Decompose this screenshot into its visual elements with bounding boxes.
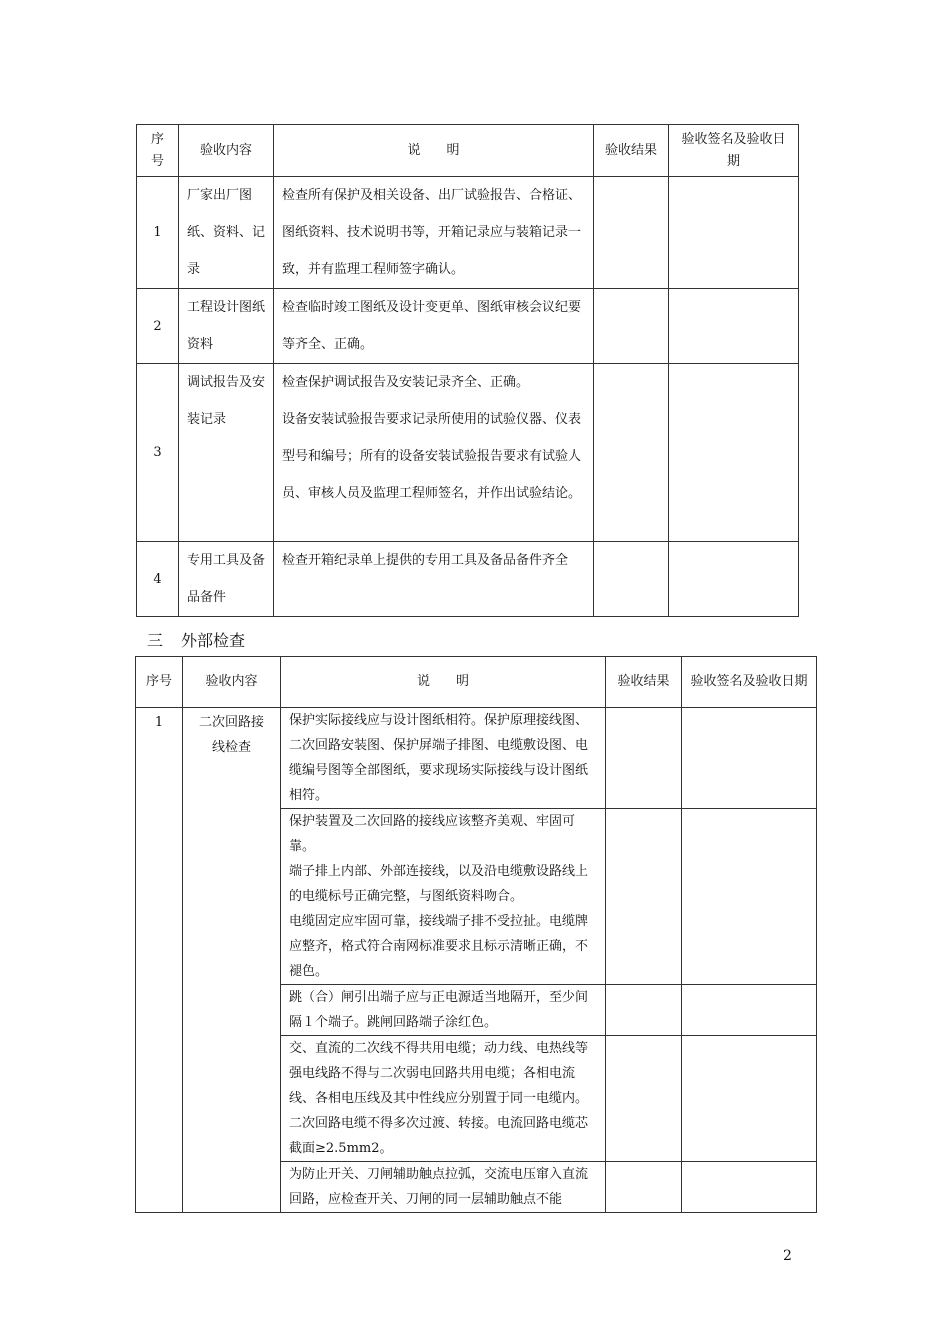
row-result — [594, 364, 669, 542]
row-seq: 3 — [137, 364, 179, 542]
row-seq: 4 — [137, 542, 179, 617]
row-result — [606, 708, 682, 809]
desc-line: 检查保护调试报告及安装记录齐全、正确。 — [282, 375, 530, 390]
header-sign: 验收签名及验收日期 — [682, 657, 817, 708]
row-content: 厂家出厂图纸、资料、记录 — [179, 177, 274, 289]
desc-line: 端子排上内部、外部连接线，以及沿电缆敷设路线上的电缆标号正确完整，与图纸资料吻合。 — [289, 864, 589, 904]
row-desc: 检查所有保护及相关设备、出厂试验报告、合格证、图纸资料、技术说明书等，开箱记录应与装箱记录一致，并有监理工程师签字确认。 — [274, 177, 594, 289]
row-content: 工程设计图纸资料 — [179, 289, 274, 364]
table-header-row — [137, 125, 799, 177]
header-result: 验收结果 — [606, 657, 682, 708]
group-seq: 1 — [136, 708, 183, 1213]
row-sign — [669, 289, 799, 364]
row-desc: 检查临时竣工图纸及设计变更单、图纸审核会议纪要等齐全、正确。 — [274, 289, 594, 364]
desc-line: 电缆固定应牢固可靠，接线端子排不受拉扯。电缆牌应整齐，格式符合南网标准要求且标示清晰正确，不褪色。 — [289, 914, 589, 979]
table-row — [137, 289, 799, 364]
row-result — [606, 1162, 682, 1213]
header-seq: 序号 — [136, 657, 183, 708]
row-result — [594, 542, 669, 617]
row-desc — [281, 809, 606, 985]
group-content: 二次回路接线检查 — [183, 708, 281, 1213]
table-row — [137, 177, 799, 289]
row-content: 专用工具及备品备件 — [179, 542, 274, 617]
desc-line: 设备安装试验报告要求记录所使用的试验仪器、仪表型号和编号；所有的设备安装试验报告要求有试验人员、审核人员及监理工程师签名，并作出试验结论。 — [282, 412, 582, 501]
row-result — [594, 177, 669, 289]
table-row — [137, 364, 799, 542]
row-sign — [682, 1036, 817, 1162]
header-content: 验收内容 — [179, 125, 274, 177]
row-desc: 检查开箱纪录单上提供的专用工具及备品备件齐全 — [274, 542, 594, 617]
row-seq: 2 — [137, 289, 179, 364]
row-desc: 跳（合）闸引出端子应与正电源适当地隔开，至少间隔１个端子。跳闸回路端子涂红色。 — [281, 985, 606, 1036]
row-desc: 为防止开关、刀闸辅助触点拉弧，交流电压窜入直流回路，应检查开关、刀闸的同一层辅助触点不能 — [281, 1162, 606, 1213]
table-row — [136, 708, 817, 809]
row-sign — [669, 364, 799, 542]
page-number: 2 — [783, 1248, 792, 1264]
row-sign — [682, 985, 817, 1036]
row-content: 调试报告及安装记录 — [179, 364, 274, 542]
row-seq: 1 — [137, 177, 179, 289]
table-row — [137, 542, 799, 617]
desc-line: 保护装置及二次回路的接线应该整齐美观、牢固可靠。 — [289, 814, 576, 854]
row-result — [606, 985, 682, 1036]
section-heading — [147, 628, 245, 651]
row-result — [606, 809, 682, 985]
header-seq: 序号 — [137, 125, 179, 177]
row-sign — [669, 177, 799, 289]
header-desc: 说 明 — [274, 125, 594, 177]
row-sign — [682, 1162, 817, 1213]
row-sign — [669, 542, 799, 617]
row-sign — [682, 708, 817, 809]
row-desc: 保护实际接线应与设计图纸相符。保护原理接线图、二次回路安装图、保护屏端子排图、电缆敷设图、电缆编号图等全部图纸，要求现场实际接线与设计图纸相符。 — [281, 708, 606, 809]
header-desc: 说 明 — [281, 657, 606, 708]
section-number: 三 — [147, 631, 164, 650]
row-result — [594, 289, 669, 364]
row-desc: 交、直流的二次线不得共用电缆；动力线、电热线等强电线路不得与二次弱电回路共用电缆；各相电流线、各相电压线及其中性线应分别置于同一电缆内。二次回路电缆不得多次过渡、转接。电流回路电缆芯截面≥2.5mm2。 — [281, 1036, 606, 1162]
acceptance-table-external — [135, 656, 817, 1213]
acceptance-table-docs — [136, 124, 799, 617]
header-content: 验收内容 — [183, 657, 281, 708]
row-desc — [274, 364, 594, 542]
header-sign: 验收签名及验收日期 — [669, 125, 799, 177]
header-result: 验收结果 — [594, 125, 669, 177]
row-result — [606, 1036, 682, 1162]
table-header-row — [136, 657, 817, 708]
section-title: 外部检查 — [181, 631, 246, 650]
row-sign — [682, 809, 817, 985]
